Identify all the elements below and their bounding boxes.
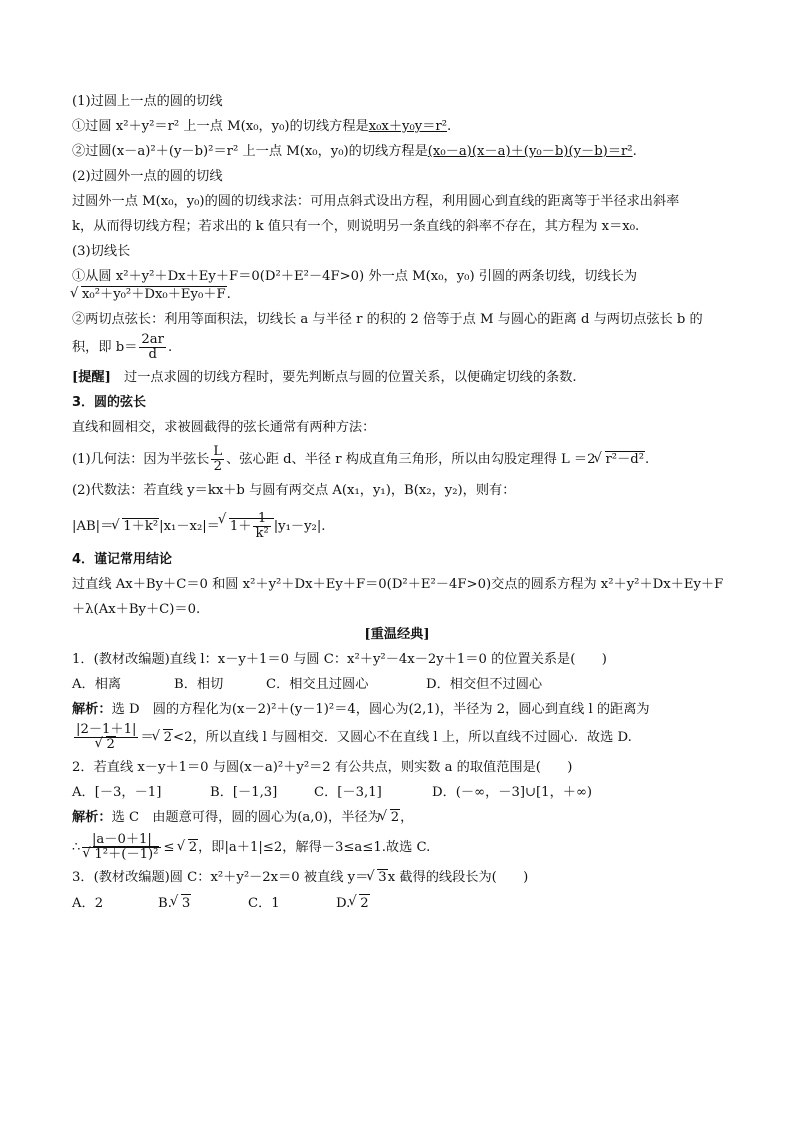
question-3-stem: 3．(教材改编题)圆 C：x²＋y²－2x＝0 被直线 y＝√ 3x 截得的线段长为( ) (72, 869, 722, 887)
review-heading: [重温经典] (364, 627, 430, 642)
chord-length-formula: |AB|＝√ 1＋k²|x₁－x₂|＝√ 1＋ $\frac{1}{\text{k²}}$ |y₁－y₂|. (72, 512, 722, 541)
reminder (72, 369, 722, 387)
tangent-length-text-1: ①从圆 x²＋y²＋Dx＋Ey＋F＝0(D²＋E²－4F>0) 外一点 M(x₀，y₀) 引圆的两条切线，切线长为 (72, 269, 638, 284)
conclusion-text-2: ＋λ(Ax＋By＋C)＝0. (72, 602, 201, 617)
heading-chord-length: 3．圆的弦长 (72, 395, 147, 410)
question-3-options (72, 894, 722, 913)
option-b: B．[－1,3] (210, 785, 278, 800)
fraction: $\frac{L}{2}$ (213, 444, 223, 474)
question-2-solution-cont: ∴ |a－0＋1| √ 1²＋(－1)² ≤ √ 2，即|a＋1|≤2，解得－3≤a≤1.故选 C. (72, 833, 722, 862)
sqrt-expression: √ 3 (368, 869, 387, 887)
tangent-formula-1: ①过圆 x²＋y²＝r² 上一点 M(x₀，y₀)的切线方程是x₀x＋y₀y＝r². (72, 119, 452, 134)
question-2-options (72, 784, 722, 802)
option-d: D．(－∞，－3]∪[1，＋∞) (432, 785, 593, 800)
tangent-formula-2-answer: (x₀－a)(x－a)＋(y₀－b)(y－b)＝r² (427, 144, 633, 159)
sqrt-expression: √ 2 (179, 839, 198, 857)
option-c: C．1 (248, 896, 280, 911)
fraction: $\frac{1}{\text{k²}}$ (255, 511, 269, 541)
sqrt-expression: √ 2 (381, 809, 400, 827)
option-c: C．相交且过圆心 (266, 677, 369, 692)
reminder-text: 过一点求圆的切线方程时，要先判断点与圆的位置关系，以便确定切线的条数. (124, 370, 577, 385)
geometric-method: (1)几何法：因为半弦长 $\frac{L}{2}$ 、弦心距 d、半径 r 构成直角三角形，所以由勾股定理得 L ＝2√ r²－d². (72, 445, 722, 474)
chord-of-contact-text: ②两切点弦长：利用等面积法，切线长 a 与半径 r 的积的 2 倍等于点 M 与圆心的距离 d 与两切点弦长 b 的 (72, 312, 703, 327)
tangent-length-formula: √ x₀²＋y₀²＋Dx₀＋Ey₀＋F. (72, 286, 722, 304)
conclusion-text-1: 过直线 Ax＋By＋C＝0 和圆 x²＋y²＋Dx＋Ey＋F＝0(D²＋E²－4F>0)交点的圆系方程为 x²＋y²＋Dx＋Ey＋F (72, 577, 724, 592)
tangent-outside-text-2: k，从而得切线方程；若求出的 k 值只有一个，则说明另一条直线的斜率不存在，其方程为 x＝x₀. (72, 219, 640, 234)
fraction: $\frac{2ar}{d}$ (141, 332, 164, 362)
option-a: A．[－3，－1] (72, 785, 162, 800)
algebraic-method: (2)代数法：若直线 y＝kx＋b 与圆有两交点 A(x₁，y₁)，B(x₂，y₂)，则有： (72, 483, 516, 498)
tangent-formula-2: ②过圆(x－a)²＋(y－b)²＝r² 上一点 M(x₀，y₀)的切线方程是(x₀－a)(x－a)＋(y₀－b)(y－b)＝r². (72, 144, 637, 159)
sqrt-expression: √ 2 (154, 729, 173, 747)
option-a: A．相离 (72, 677, 122, 692)
question-2-stem: 2．若直线 x－y＋1＝0 与圆(x－a)²＋y²＝2 有公共点，则实数 a 的取值范围是( ) (72, 760, 573, 775)
heading-tangent-length: (3)切线长 (72, 244, 131, 259)
sqrt-expression: √ x₀²＋y₀²＋Dx₀＋Ey₀＋F (72, 286, 227, 304)
chord-length-intro: 直线和圆相交，求被圆截得的弦长通常有两种方法： (72, 420, 376, 435)
option-b: B.√ 3 (158, 894, 248, 913)
heading-tangent-on-circle: (1)过圆上一点的圆的切线 (72, 94, 223, 109)
question-1-solution: 解析：选 D 圆的方程化为(x－2)²＋(y－1)²＝4，圆心为(2,1)，半径为 2，圆心到直线 l 的距离为 (72, 702, 650, 717)
heading-conclusions: 4．谨记常用结论 (72, 552, 173, 567)
option-b: B．相切 (174, 677, 224, 692)
fraction: |a－0＋1| √ 1²＋(－1)² (82, 833, 161, 862)
reminder-label: [提醒] (72, 370, 111, 385)
option-d: D．相交但不过圆心 (426, 677, 543, 692)
chord-of-contact-formula: 积，即 b＝ $\frac{2ar}{d}$ . (72, 332, 173, 362)
fraction: |2－1＋1| √ 2 (74, 723, 138, 752)
question-1-options (72, 676, 722, 694)
solution-label: 解析： (72, 810, 112, 825)
document-page (72, 93, 722, 913)
question-2-solution: 解析：选 C 由题意可得，圆的圆心为(a,0)，半径为√ 2， (72, 809, 722, 827)
option-a: A．2 (72, 896, 104, 911)
sqrt-expression: √ 1＋ $\frac{1}{\text{k²}}$ (220, 512, 274, 541)
option-d: D.√ 2 (336, 894, 370, 913)
tangent-outside-text-1: 过圆外一点 M(x₀，y₀)的圆的切线求法：可用点斜式设出方程，利用圆心到直线的距离等于半径求出斜率 (72, 194, 680, 209)
sqrt-expression: √ r²－d² (596, 451, 646, 469)
sqrt-expression: √ 1＋k² (113, 518, 159, 536)
tangent-formula-1-answer: x₀x＋y₀y＝r² (368, 119, 448, 134)
option-c: C．[－3,1] (314, 785, 382, 800)
solution-label: 解析： (72, 702, 112, 717)
question-1-stem: 1．(教材改编题)直线 l：x－y＋1＝0 与圆 C：x²＋y²－4x－2y＋1＝0 的位置关系是( ) (72, 652, 607, 667)
heading-tangent-outside: (2)过圆外一点的圆的切线 (72, 169, 223, 184)
question-1-solution-cont: |2－1＋1| √ 2 ＝√ 2<2，所以直线 l 与圆相交．又圆心不在直线 l 上，所以直线不过圆心．故选 D. (72, 723, 722, 752)
